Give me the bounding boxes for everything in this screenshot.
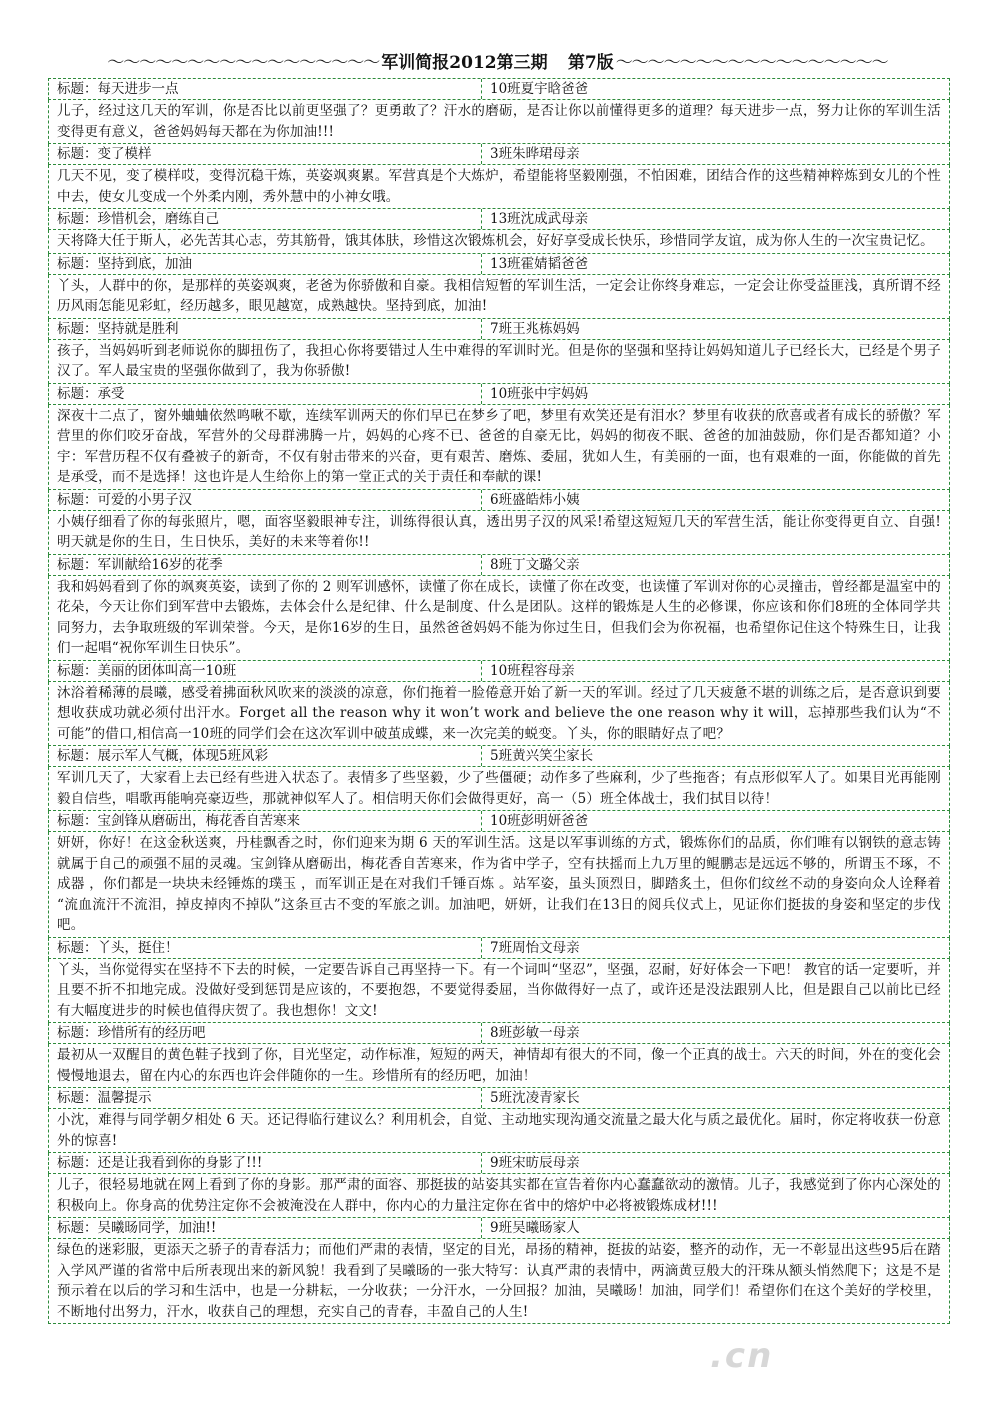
entry-title: 标题：军训献给16岁的花季 [49, 555, 482, 575]
entry-author: 7班王兆栋妈妈 [490, 320, 580, 337]
entry-header-row [48, 144, 950, 165]
entry-author: 10班彭明妍爸爸 [490, 813, 589, 829]
entry-body: 沐浴着稀薄的晨曦，感受着拂面秋风吹来的淡淡的凉意，你们拖着一脸倦意开始了新一天的军训。经过了几天疲惫不堪的训练之后，是否意识到要想收获成功就必须付出汗水。Forget all the reason why it won’t work and believe the one reason why it will，忘掉那些我们认为“不可能”的借口,相信高一10班的同学们会在这次军训中破茧成蝶，来一次完美的蜕变。丫头，你的眼睛好点了吧？ [48, 682, 950, 747]
entry-title: 标题：珍惜机会，磨练自己 [49, 209, 482, 229]
header-title: 军训简报2012第三期 [381, 53, 548, 73]
entry-author: 8班丁文璐父亲 [490, 556, 580, 573]
entry-header-row [48, 319, 950, 340]
entry-header-row [48, 1023, 950, 1044]
entry-body: 几天不见，变了模样哎，变得沉稳干炼，英姿飒爽累。军营真是个大炼炉，希望能将坚毅刚强，不怕困难，团结合作的这些精神粹炼到女儿的个性中去，使女儿变成一个外柔内刚，秀外慧中的小神女哦。 [48, 165, 950, 209]
entry-author: 6班盛皓炜小姨 [490, 491, 580, 508]
entry-title: 标题：每天进步一点 [49, 79, 482, 99]
entry-author: 13班沈成武母亲 [490, 211, 589, 227]
entry-body: 儿子，很轻易地就在网上看到了你的身影。那严肃的面容、那挺拔的站姿其实都在宣告着你内心蠢蠢欲动的激情。儿子，我感觉到了你内心深处的积极向上。你身高的优势注定你不会被淹没在人群中，你内心的力量注定你在省中的熔炉中必将被锻炼成材!!! [48, 1174, 950, 1218]
entry-header-row [48, 938, 950, 959]
entry-body: 丫头，当你觉得实在坚持不下去的时候，一定要告诉自己再坚持一下。有一个词叫“坚忍”，坚强，忍耐，好好体会一下吧！ 教官的话一定要听，并且要不折不扣地完成。没做好受到惩罚是应该的，不要抱怨，不要觉得委屈，当你做得好一点了，或许还是没法跟别人比，但是跟自己以前比已经有大幅度进步的时候也值得庆贺了。我也想你！文文! [48, 959, 950, 1024]
entry-author: 7班周怡文母亲 [490, 939, 580, 956]
site-watermark: .cn [710, 1336, 774, 1376]
entry-author: 9班宋昉辰母亲 [490, 1155, 580, 1171]
entry-title: 标题：美丽的团体叫高一10班 [49, 661, 482, 681]
entry-title: 标题：吴曦旸同学，加油!! [49, 1218, 482, 1238]
entry-author: 10班夏宇晗爸爸 [490, 81, 589, 97]
entry-header-row [48, 746, 950, 767]
entry-author: 5班沈凌青家长 [490, 1090, 580, 1106]
entry-header-row [48, 78, 950, 100]
entry-body: 丫头，人群中的你，是那样的英姿飒爽，老爸为你骄傲和自豪。我相信短暂的军训生活，一定会让你终身难忘，一定会让你受益匪浅，真所谓不经历风雨怎能见彩虹，经历越多，眼见越宽，成熟越快。坚持到底，加油! [48, 275, 950, 319]
entry-body: 儿子，经过这几天的军训，你是否比以前更坚强了？更勇敢了？汗水的磨砺，是否让你以前懂得更多的道理？每天进步一点，努力让你的军训生活变得更有意义，爸爸妈妈每天都在为你加油!!! [48, 100, 950, 144]
header-page: 第7版 [567, 53, 614, 73]
entry-title: 标题：还是让我看到你的身影了!!! [49, 1153, 482, 1173]
entry-body: 小姨仔细看了你的每张照片，嗯，面容坚毅眼神专注，训练得很认真，透出男子汉的风采!希望这短短几天的军营生活，能让你变得更自立、自强!明天就是你的生日，生日快乐，美好的未来等着你!! [48, 511, 950, 555]
entry-body: 深夜十二点了，窗外蛐蛐依然鸣啾不歇，连续军训两天的你们早已在梦乡了吧，梦里有欢笑还是有泪水？梦里有收获的欣喜或者有成长的骄傲？军营里的你们咬牙奋战，军营外的父母群沸腾一片，妈妈的心疼不已、爸爸的自豪无比，妈妈的彻夜不眠、爸爸的加油鼓励，你们是否都知道？小宇：军营历程不仅有叠被子的新奇，不仅有射击带来的兴奋，更有艰苦、磨炼、委屈，犹如人生，有美丽的一面，也有艰难的一面，你能做的首先是承受，而不是选择！这也许是人生给你上的第一堂正式的关于责任和奉献的课! [48, 405, 950, 490]
entry-header-row [48, 1088, 950, 1109]
entry-title: 标题：宝剑锋从磨砺出，梅花香自苦寒来 [49, 811, 482, 831]
entry-header-row [48, 1153, 950, 1174]
entry-header-row [48, 661, 950, 682]
entry-header-row [48, 490, 950, 511]
entry-author: 3班朱晔珺母亲 [490, 146, 580, 162]
entry-title: 标题：坚持到底，加油 [49, 254, 482, 274]
header-right-deco: ～～～～～～～～～～～～～～～～～ [615, 53, 888, 73]
entry-body: 天将降大任于斯人，必先苦其心志，劳其筋骨，饿其体肤，珍惜这次锻炼机会，好好享受成长快乐，珍惜同学友谊，成为你人生的一次宝贵记忆。 [48, 230, 950, 254]
entry-header-row [48, 1218, 950, 1239]
entry-body: 我和妈妈看到了你的飒爽英姿，读到了你的 2 则军训感怀，读懂了你在成长，读懂了你在改变，也读懂了军训对你的心灵撞击，曾经都是温室中的花朵，今天让你们到军营中去锻炼，去体会什么是纪律、什么是制度、什么是团队。这样的锻炼是人生的必修课，你应该和你们8班的全体同学共同努力，去争取班级的军训荣誉。今天，是你16岁的生日，虽然爸爸妈妈不能为你过生日，但我们会为你祝福，也希望你记住这个特殊生日，让我们一起唱“祝你军训生日快乐”。 [48, 576, 950, 661]
message-table [48, 78, 950, 1324]
entry-author: 10班张中宇妈妈 [490, 385, 589, 402]
entry-body: 妍妍，你好！在这金秋送爽，丹桂飘香之时，你们迎来为期 6 天的军训生活。这是以军事训练的方式，锻炼你们的品质，你们唯有以钢铁的意志铸就属于自己的顽强不屈的灵魂。宝剑锋从磨砺出，梅花香自苦寒来，作为省中学子，空有扶摇而上九万里的鲲鹏志是远远不够的，所谓玉不琢，不成器 ，你们都是一块块未经锤炼的璞玉 ，而军训正是在对我们千锤百炼 。站军姿，虽头顶烈日，脚踏炙土，但你们纹丝不动的身姿向众人诠释着 “流血流汗不流泪，掉皮掉肉不掉队”这条亘古不变的军旅之训。加油吧，妍妍，让我们在13日的阅兵仪式上，见证你们挺拔的身姿和坚定的步伐吧。 [48, 832, 950, 938]
entry-title: 标题：坚持就是胜利 [49, 319, 482, 339]
entry-title: 标题：温馨提示 [49, 1088, 482, 1108]
entry-body: 孩子，当妈妈听到老师说你的脚扭伤了，我担心你将要错过人生中难得的军训时光。但是你的坚强和坚持让妈妈知道儿子已经长大，已经是个男子汉了。军人最宝贵的坚强你做到了，我为你骄傲! [48, 340, 950, 384]
entry-body: 绿色的迷彩服，更添天之骄子的青春活力；而他们严肃的表情，坚定的目光，昂扬的精神，挺拔的站姿，整齐的动作，无一不彰显出这些95后在踏入学风严谨的省常中后所表现出来的新风貌！我看到了吴曦旸的一张大特写：认真严肃的表情中，两滴黄豆般大的汗珠从额头悄然爬下；这是不是预示着在以后的学习和生活中，也是一分耕耘，一分收获；一分汗水，一分回报？加油，吴曦旸！加油，同学们！希望你们在这个美好的学校里，不断地付出努力，汗水，收获自己的理想，充实自己的青春，丰盈自己的人生! [48, 1239, 950, 1324]
entry-author: 10班程容母亲 [490, 662, 575, 679]
entry-title: 标题：可爱的小男子汉 [49, 490, 482, 510]
entry-author: 8班彭敏一母亲 [490, 1025, 580, 1041]
entry-title: 标题：珍惜所有的经历吧 [49, 1023, 482, 1043]
entry-body: 军训几天了，大家看上去已经有些进入状态了。表情多了些坚毅，少了些僵硬；动作多了些麻利，少了些拖沓；有点形似军人了。如果目光再能刚毅自信些，唱歌再能响亮豪迈些，那就神似军人了。相信明天你们会做得更好，高一（5）班全体战士，我们拭目以待！ [48, 767, 950, 811]
entry-title: 标题：变了模样 [49, 144, 482, 164]
entry-title: 标题：丫头，挺住！ [49, 938, 482, 958]
entry-body: 最初从一双醒目的黄色鞋子找到了你，目光坚定，动作标准，短短的两天，神情却有很大的不同，像一个正真的战士。六天的时间，外在的变化会慢慢地退去，留在内心的东西也许会伴随你的一生。珍惜所有的经历吧，加油！ [48, 1044, 950, 1088]
page-header [45, 50, 950, 76]
entry-title: 标题：承受 [49, 384, 482, 404]
entry-header-row [48, 384, 950, 405]
entry-title: 标题：展示军人气概，体现5班风彩 [49, 746, 482, 766]
entry-header-row [48, 209, 950, 230]
entry-header-row [48, 555, 950, 576]
entry-author: 13班霍婧韬爸爸 [490, 255, 589, 272]
entry-header-row [48, 254, 950, 275]
entry-header-row [48, 811, 950, 832]
entry-body: 小沈，难得与同学朝夕相处 6 天。还记得临行建议么？利用机会，自觉、主动地实现沟通交流量之最大化与质之最优化。届时，你定将收获一份意外的惊喜! [48, 1109, 950, 1153]
header-left-deco: ～～～～～～～～～～～～～～～～～ [107, 53, 380, 73]
entry-author: 9班吴曦旸家人 [490, 1220, 580, 1236]
entry-author: 5班黄兴笑尘家长 [490, 748, 594, 764]
